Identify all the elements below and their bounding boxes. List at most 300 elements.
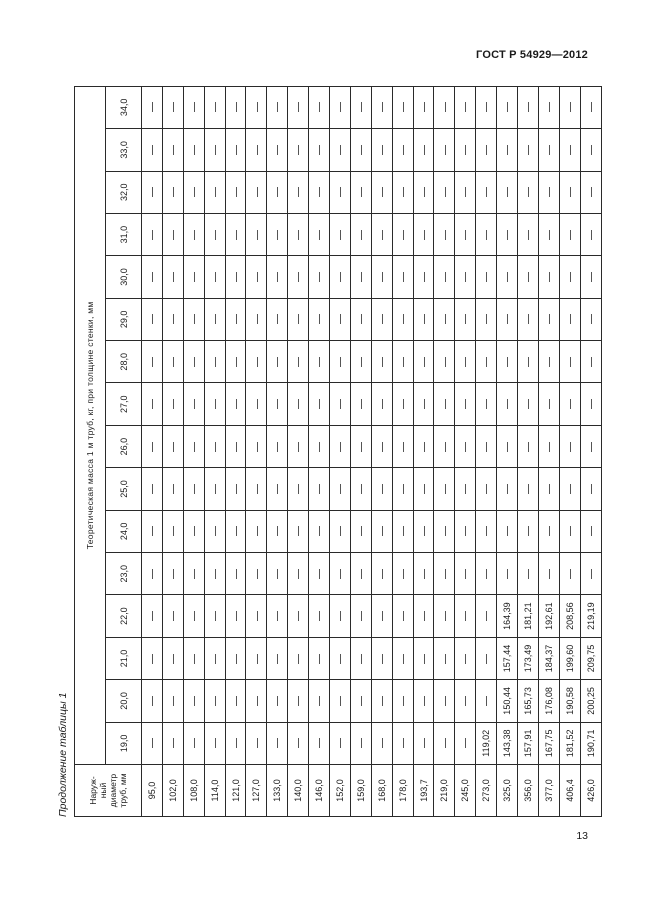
empty-cell [309, 722, 330, 764]
dash-mark [507, 526, 508, 536]
table-row [476, 86, 497, 816]
empty-cell [162, 680, 183, 722]
dash-mark [549, 187, 550, 197]
empty-cell [434, 637, 455, 679]
empty-cell [371, 468, 392, 510]
mass-cell: 200,25 [580, 680, 601, 722]
mass-cell: 190,58 [559, 680, 580, 722]
dash-mark [528, 399, 529, 409]
dash-mark [486, 314, 487, 324]
wall-thickness-34-0: 34,0 [106, 86, 142, 128]
dash-mark [277, 399, 278, 409]
empty-cell [142, 171, 163, 213]
dash-mark [173, 569, 174, 579]
dash-mark [403, 145, 404, 155]
dash-mark [277, 611, 278, 621]
empty-cell [434, 86, 455, 128]
empty-cell [434, 510, 455, 552]
diameter-cell: 377,0 [538, 765, 559, 817]
dash-mark [361, 102, 362, 112]
empty-cell [162, 510, 183, 552]
empty-cell [142, 722, 163, 764]
dash-mark [298, 399, 299, 409]
dash-mark [298, 102, 299, 112]
empty-cell [225, 341, 246, 383]
dash-mark [382, 399, 383, 409]
wall-thickness-19-0: 19,0 [106, 722, 142, 764]
empty-cell [350, 129, 371, 171]
dash-mark [152, 696, 153, 706]
dash-mark [424, 187, 425, 197]
empty-cell [246, 298, 267, 340]
dash-mark [445, 569, 446, 579]
empty-cell [476, 256, 497, 298]
dash-mark [257, 484, 258, 494]
empty-cell [288, 256, 309, 298]
dash-mark [549, 145, 550, 155]
empty-cell [371, 213, 392, 255]
empty-cell [559, 129, 580, 171]
dash-mark [528, 145, 529, 155]
empty-cell [559, 341, 580, 383]
empty-cell [392, 129, 413, 171]
dash-mark [445, 230, 446, 240]
dash-mark [403, 314, 404, 324]
empty-cell [497, 171, 518, 213]
empty-cell [288, 510, 309, 552]
table-row [434, 86, 455, 816]
rotated-table-block [52, 87, 596, 817]
empty-cell [267, 213, 288, 255]
empty-cell [455, 468, 476, 510]
dash-mark [173, 696, 174, 706]
dash-mark [257, 654, 258, 664]
dash-mark [173, 442, 174, 452]
empty-cell [413, 213, 434, 255]
empty-cell [288, 213, 309, 255]
dash-mark [382, 187, 383, 197]
diameter-cell: 325,0 [497, 765, 518, 817]
dash-mark [277, 187, 278, 197]
dash-mark [570, 357, 571, 367]
dash-mark [424, 526, 425, 536]
dash-mark [591, 102, 592, 112]
dash-mark [382, 738, 383, 748]
dash-mark [382, 654, 383, 664]
dash-mark [361, 442, 362, 452]
empty-cell [476, 86, 497, 128]
dash-mark [236, 145, 237, 155]
dash-mark [319, 187, 320, 197]
empty-cell [183, 637, 204, 679]
empty-cell [183, 425, 204, 467]
empty-cell [267, 298, 288, 340]
empty-cell [204, 213, 225, 255]
dash-mark [591, 187, 592, 197]
dash-mark [445, 187, 446, 197]
empty-cell [559, 553, 580, 595]
dash-mark [528, 357, 529, 367]
dash-mark [257, 357, 258, 367]
dash-mark [215, 569, 216, 579]
empty-cell [455, 171, 476, 213]
wall-thickness-23-0: 23,0 [106, 553, 142, 595]
empty-cell [392, 425, 413, 467]
empty-cell [371, 680, 392, 722]
diameter-cell: 168,0 [371, 765, 392, 817]
empty-cell [497, 129, 518, 171]
empty-cell [330, 722, 351, 764]
empty-cell [559, 468, 580, 510]
empty-cell [350, 86, 371, 128]
mass-cell: 165,73 [518, 680, 539, 722]
dash-mark [507, 145, 508, 155]
empty-cell [497, 298, 518, 340]
empty-cell [538, 553, 559, 595]
empty-cell [392, 256, 413, 298]
table-row [455, 86, 476, 816]
empty-cell [162, 341, 183, 383]
empty-cell [497, 425, 518, 467]
diameter-cell: 146,0 [309, 765, 330, 817]
dash-mark [173, 145, 174, 155]
empty-cell [392, 383, 413, 425]
empty-cell [330, 425, 351, 467]
dash-mark [173, 611, 174, 621]
dash-mark [486, 569, 487, 579]
dash-mark [319, 569, 320, 579]
empty-cell [413, 595, 434, 637]
empty-cell [580, 256, 601, 298]
table-row [371, 86, 392, 816]
dash-mark [298, 484, 299, 494]
empty-cell [330, 637, 351, 679]
dash-mark [403, 187, 404, 197]
empty-cell [434, 171, 455, 213]
dash-mark [465, 102, 466, 112]
table-row [267, 86, 288, 816]
dash-mark [507, 357, 508, 367]
empty-cell [204, 383, 225, 425]
mass-cell: 219,19 [580, 595, 601, 637]
empty-cell [455, 298, 476, 340]
dash-mark [173, 399, 174, 409]
wall-thickness-28-0: 28,0 [106, 341, 142, 383]
mass-cell: 143,38 [497, 722, 518, 764]
empty-cell [267, 510, 288, 552]
empty-cell [580, 341, 601, 383]
empty-cell [246, 213, 267, 255]
empty-cell [455, 722, 476, 764]
diameter-cell: 102,0 [162, 765, 183, 817]
empty-cell [288, 553, 309, 595]
dash-mark [194, 696, 195, 706]
empty-cell [455, 595, 476, 637]
empty-cell [371, 171, 392, 213]
table-caption: Продолжение таблицы 1 [57, 692, 69, 817]
empty-cell [246, 171, 267, 213]
dash-mark [403, 611, 404, 621]
empty-cell [518, 171, 539, 213]
empty-cell [476, 553, 497, 595]
empty-cell [162, 468, 183, 510]
empty-cell [183, 129, 204, 171]
empty-cell [497, 213, 518, 255]
wall-thickness-25-0: 25,0 [106, 468, 142, 510]
dash-mark [319, 357, 320, 367]
empty-cell [350, 298, 371, 340]
dash-mark [236, 484, 237, 494]
empty-cell [413, 637, 434, 679]
empty-cell [350, 595, 371, 637]
dash-mark [277, 738, 278, 748]
empty-cell [518, 425, 539, 467]
empty-cell [162, 129, 183, 171]
diameter-cell: 133,0 [267, 765, 288, 817]
dash-mark [257, 738, 258, 748]
dash-mark [340, 357, 341, 367]
diameter-cell: 245,0 [455, 765, 476, 817]
diameter-cell: 95,0 [142, 765, 163, 817]
dash-mark [152, 230, 153, 240]
dash-mark [403, 569, 404, 579]
dash-mark [277, 357, 278, 367]
empty-cell [267, 256, 288, 298]
dash-mark [236, 654, 237, 664]
table-row [518, 86, 539, 816]
mass-cell: 157,91 [518, 722, 539, 764]
empty-cell [350, 256, 371, 298]
dash-mark [382, 526, 383, 536]
empty-cell [455, 256, 476, 298]
wall-thickness-32-0: 32,0 [106, 171, 142, 213]
dash-mark [570, 314, 571, 324]
empty-cell [204, 129, 225, 171]
empty-cell [371, 256, 392, 298]
empty-cell [580, 298, 601, 340]
dash-mark [465, 187, 466, 197]
diameter-cell: 426,0 [580, 765, 601, 817]
dash-mark [382, 272, 383, 282]
dash-mark [152, 611, 153, 621]
empty-cell [538, 171, 559, 213]
dash-mark [465, 654, 466, 664]
dash-mark [194, 442, 195, 452]
dash-mark [486, 230, 487, 240]
dash-mark [424, 145, 425, 155]
dash-mark [507, 314, 508, 324]
empty-cell [204, 298, 225, 340]
table-row [392, 86, 413, 816]
dash-mark [361, 145, 362, 155]
mass-cell: 119,02 [476, 722, 497, 764]
mass-cell: 157,44 [497, 637, 518, 679]
empty-cell [538, 468, 559, 510]
dash-mark [549, 230, 550, 240]
wall-thickness-24-0: 24,0 [106, 510, 142, 552]
empty-cell [392, 637, 413, 679]
mass-cell: 164,39 [497, 595, 518, 637]
dash-mark [382, 569, 383, 579]
empty-cell [162, 383, 183, 425]
dash-mark [257, 569, 258, 579]
dash-mark [507, 569, 508, 579]
diameter-cell: 121,0 [225, 765, 246, 817]
empty-cell [392, 553, 413, 595]
empty-cell [476, 510, 497, 552]
empty-cell [518, 256, 539, 298]
empty-cell [162, 298, 183, 340]
dash-mark [277, 102, 278, 112]
dash-mark [215, 399, 216, 409]
empty-cell [434, 553, 455, 595]
dash-mark [570, 442, 571, 452]
dash-mark [236, 230, 237, 240]
empty-cell [330, 468, 351, 510]
dash-mark [361, 272, 362, 282]
empty-cell [413, 680, 434, 722]
table-row [559, 86, 580, 816]
dash-mark [361, 738, 362, 748]
dash-mark [173, 102, 174, 112]
empty-cell [204, 425, 225, 467]
empty-cell [225, 86, 246, 128]
dash-mark [340, 738, 341, 748]
dash-mark [215, 738, 216, 748]
dash-mark [465, 272, 466, 282]
dash-mark [298, 696, 299, 706]
empty-cell [330, 213, 351, 255]
empty-cell [476, 171, 497, 213]
dash-mark [319, 526, 320, 536]
dash-mark [340, 611, 341, 621]
dash-mark [549, 526, 550, 536]
dash-mark [152, 102, 153, 112]
empty-cell [455, 341, 476, 383]
dash-mark [298, 738, 299, 748]
dash-mark [319, 102, 320, 112]
diameter-cell: 159,0 [350, 765, 371, 817]
dash-mark [591, 484, 592, 494]
dash-mark [340, 569, 341, 579]
empty-cell [538, 129, 559, 171]
dash-mark [403, 696, 404, 706]
diameter-cell: 193,7 [413, 765, 434, 817]
dash-mark [382, 442, 383, 452]
dash-mark [570, 102, 571, 112]
dash-mark [257, 696, 258, 706]
empty-cell [225, 129, 246, 171]
empty-cell [455, 383, 476, 425]
empty-cell [371, 341, 392, 383]
empty-cell [142, 680, 163, 722]
empty-cell [183, 86, 204, 128]
table-row [309, 86, 330, 816]
empty-cell [518, 129, 539, 171]
dash-mark [194, 357, 195, 367]
table-header-row [75, 86, 106, 816]
empty-cell [330, 680, 351, 722]
dash-mark [152, 569, 153, 579]
empty-cell [330, 129, 351, 171]
wall-thickness-33-0: 33,0 [106, 129, 142, 171]
dash-mark [340, 526, 341, 536]
empty-cell [371, 595, 392, 637]
dash-mark [319, 442, 320, 452]
dash-mark [445, 526, 446, 536]
empty-cell [309, 256, 330, 298]
mass-cell: 150,44 [497, 680, 518, 722]
empty-cell [455, 553, 476, 595]
empty-cell [267, 595, 288, 637]
dash-mark [298, 357, 299, 367]
dash-mark [486, 399, 487, 409]
empty-cell [288, 341, 309, 383]
empty-cell [309, 637, 330, 679]
dash-mark [194, 399, 195, 409]
dash-mark [361, 484, 362, 494]
dash-mark [361, 654, 362, 664]
dash-mark [257, 102, 258, 112]
empty-cell [392, 298, 413, 340]
empty-cell [309, 510, 330, 552]
empty-cell [204, 722, 225, 764]
empty-cell [559, 86, 580, 128]
dash-mark [319, 654, 320, 664]
empty-cell [538, 383, 559, 425]
empty-cell [350, 637, 371, 679]
empty-cell [142, 553, 163, 595]
empty-cell [204, 86, 225, 128]
empty-cell [476, 637, 497, 679]
dash-mark [257, 442, 258, 452]
table-row [142, 86, 163, 816]
empty-cell [246, 510, 267, 552]
dash-mark [152, 654, 153, 664]
dash-mark [591, 272, 592, 282]
dash-mark [215, 145, 216, 155]
dash-mark [403, 526, 404, 536]
empty-cell [434, 298, 455, 340]
empty-cell [538, 213, 559, 255]
empty-cell [204, 637, 225, 679]
empty-cell [371, 129, 392, 171]
empty-cell [183, 256, 204, 298]
empty-cell [497, 383, 518, 425]
empty-cell [392, 86, 413, 128]
dash-mark [194, 102, 195, 112]
dash-mark [277, 526, 278, 536]
empty-cell [476, 425, 497, 467]
empty-cell [142, 256, 163, 298]
empty-cell [330, 383, 351, 425]
dash-mark [382, 696, 383, 706]
dash-mark [403, 230, 404, 240]
table-row [497, 86, 518, 816]
dash-mark [340, 399, 341, 409]
empty-cell [183, 468, 204, 510]
table-row [538, 86, 559, 816]
dash-mark [382, 611, 383, 621]
table-row [350, 86, 371, 816]
empty-cell [309, 553, 330, 595]
dash-mark [486, 526, 487, 536]
empty-cell [309, 298, 330, 340]
empty-cell [288, 86, 309, 128]
empty-cell [246, 129, 267, 171]
diameter-cell: 356,0 [518, 765, 539, 817]
dash-mark [445, 399, 446, 409]
